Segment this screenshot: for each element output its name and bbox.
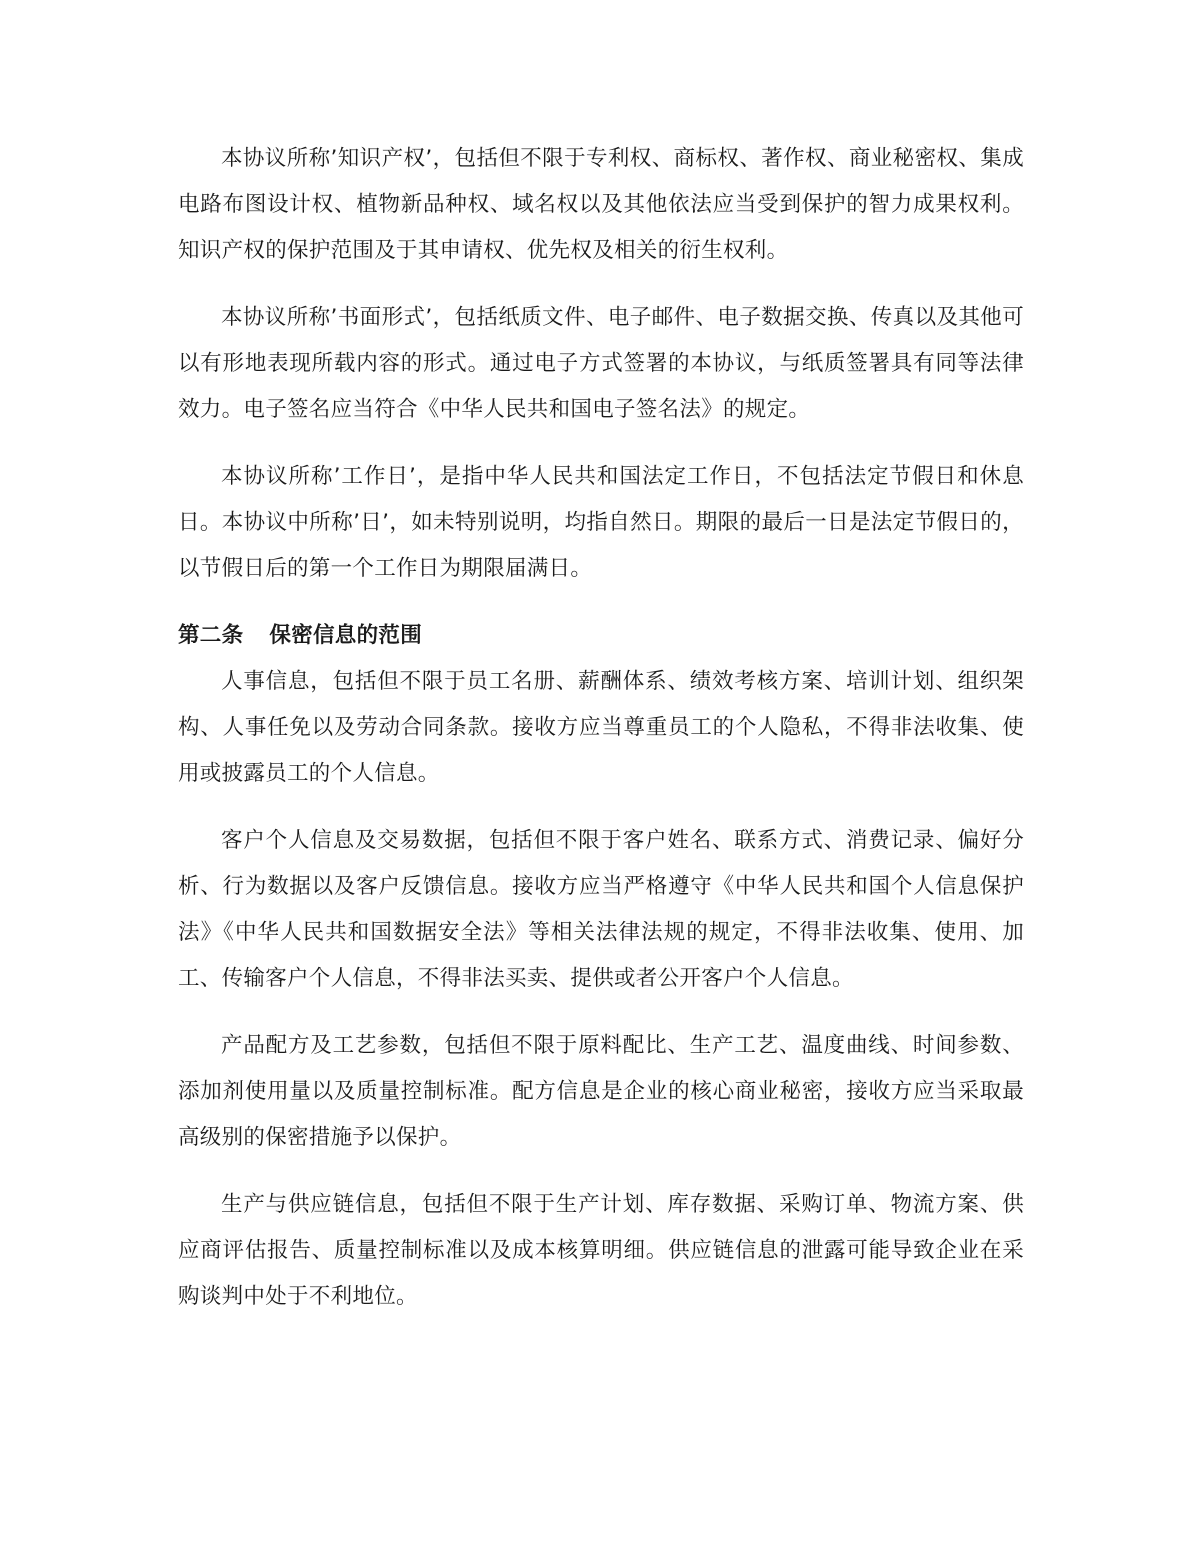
section-number: 第二条 — [178, 623, 244, 648]
document-body — [178, 136, 1024, 1341]
paragraph-personnel-information: 人事信息，包括但不限于员工名册、薪酬体系、绩效考核方案、培训计划、组织架构、人事任免以及劳动合同条款。接收方应当尊重员工的个人隐私，不得非法收集、使用或披露员工的个人信息。 — [178, 669, 1024, 786]
paragraph-intellectual-property-definition: 本协议所称’知识产权’，包括但不限于专利权、商标权、著作权、商业秘密权、集成电路布图设计权、植物新品种权、域名权以及其他依法应当受到保护的智力成果权利。知识产权的保护范围及于其申请权、优先权及相关的衍生权利。 — [178, 146, 1024, 263]
paragraph-working-day-definition: 本协议所称’工作日’，是指中华人民共和国法定工作日，不包括法定节假日和休息日。本协议中所称’日’，如未特别说明，均指自然日。期限的最后一日是法定节假日的，以节假日后的第一个工作日为期限届满日。 — [178, 464, 1024, 581]
paragraph-written-form-definition: 本协议所称’书面形式’，包括纸质文件、电子邮件、电子数据交换、传真以及其他可以有形地表现所载内容的形式。通过电子方式签署的本协议，与纸质签署具有同等法律效力。电子签名应当符合《中华人民共和国电子签名法》的规定。 — [178, 305, 1024, 422]
section-title: 保密信息的范围 — [269, 623, 423, 648]
paragraph-customer-information: 客户个人信息及交易数据，包括但不限于客户姓名、联系方式、消费记录、偏好分析、行为数据以及客户反馈信息。接收方应当严格遵守《中华人民共和国个人信息保护法》《中华人民共和国数据安全法》等相关法律法规的规定，不得非法收集、使用、加工、传输客户个人信息，不得非法买卖、提供或者公开客户个人信息。 — [178, 828, 1024, 991]
paragraph-supply-chain-information: 生产与供应链信息，包括但不限于生产计划、库存数据、采购订单、物流方案、供应商评估报告、质量控制标准以及成本核算明细。供应链信息的泄露可能导致企业在采购谈判中处于不利地位。 — [178, 1192, 1024, 1309]
section-heading — [178, 613, 1024, 659]
paragraph-product-formula: 产品配方及工艺参数，包括但不限于原料配比、生产工艺、温度曲线、时间参数、添加剂使用量以及质量控制标准。配方信息是企业的核心商业秘密，接收方应当采取最高级别的保密措施予以保护。 — [178, 1033, 1024, 1150]
